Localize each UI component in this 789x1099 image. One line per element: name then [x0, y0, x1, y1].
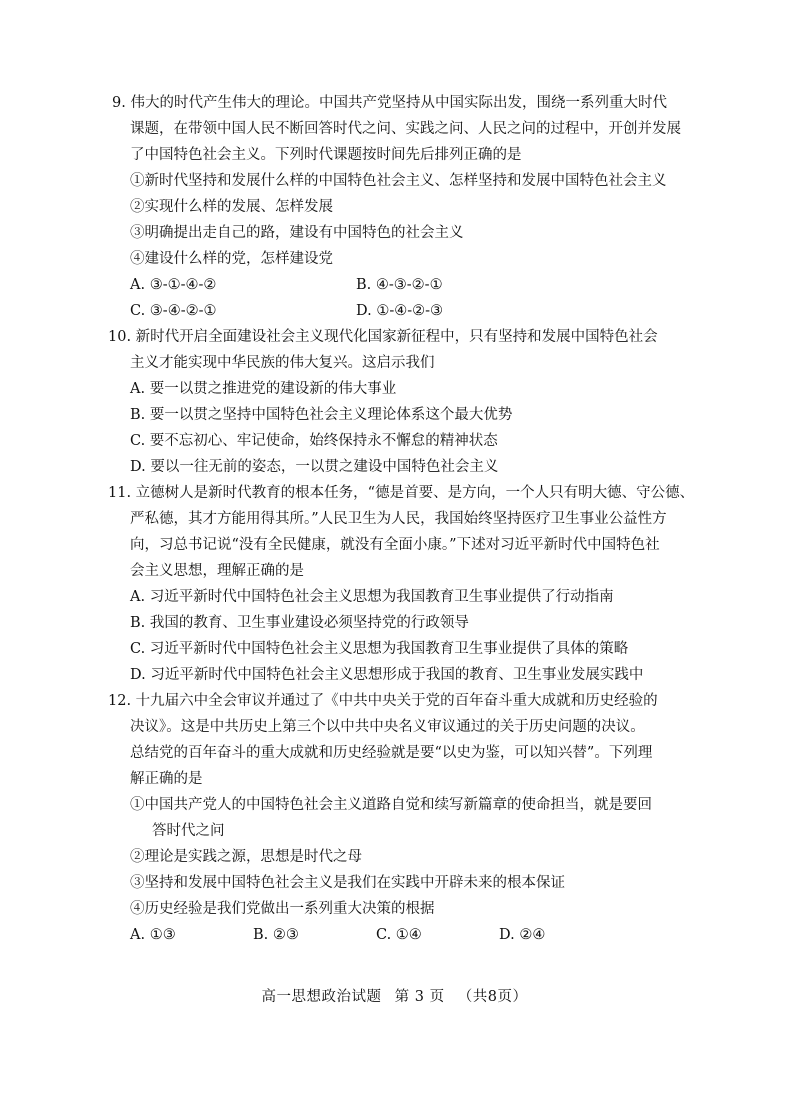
question-stem-line: 11. 立德树人是新时代教育的根本任务，“德是首要、是方向，一个人只有明大德、守公德、 [108, 485, 695, 501]
statement-item: ②理论是实践之源，思想是时代之母 [130, 849, 362, 865]
option-a: A. ①③ [130, 927, 176, 943]
question-stem-line: 9. 伟大的时代产生伟大的理论。中国共产党坚持从中国实际出发，围绕一系列重大时代 [112, 95, 667, 111]
statement-item: ②实现什么样的发展、怎样发展 [130, 199, 333, 215]
question-stem-line: 决议》。这是中共历史上第三个以中共中央名义审议通过的关于历史问题的决议。 [130, 719, 645, 735]
option-d: D. ②④ [499, 927, 546, 943]
option-c: C. ①④ [376, 927, 422, 943]
page-footer [0, 985, 789, 1006]
statement-item-continuation: 答时代之问 [152, 823, 225, 839]
option-b: B. ④-③-②-① [356, 277, 443, 293]
option-d: D. 要以一往无前的姿态，一以贯之建设中国特色社会主义 [130, 459, 499, 475]
question-10 [108, 324, 730, 480]
statement-item: ④历史经验是我们党做出一系列重大决策的根据 [130, 901, 435, 917]
question-12 [108, 688, 730, 948]
options-row [130, 922, 730, 948]
question-stem-line: 了中国特色社会主义。下列时代课题按时间先后排列正确的是 [130, 147, 522, 163]
option-c: C. 习近平新时代中国特色社会主义思想为我国教育卫生事业提供了具体的策略 [130, 641, 629, 657]
options-row [130, 272, 730, 298]
question-stem-line: 12. 十九届六中全会审议并通过了《中共中央关于党的百年奋斗重大成就和历史经验的 [108, 693, 658, 709]
statement-item: ③坚持和发展中国特色社会主义是我们在实践中开辟未来的根本保证 [130, 875, 565, 891]
options-row [130, 298, 730, 324]
footer-total-pages: （共8页） [457, 989, 528, 1005]
question-11 [108, 480, 730, 688]
question-stem-line: 向，习总书记说“没有全民健康，就没有全面小康。”下述对习近平新时代中国特色社 [130, 537, 660, 553]
statement-item: ①新时代坚持和发展什么样的中国特色社会主义、怎样坚持和发展中国特色社会主义 [130, 173, 667, 189]
question-stem-line: 总结党的百年奋斗的重大成就和历史经验就是要“以史为鉴，可以知兴替”。下列理 [130, 745, 653, 761]
statement-item: ③明确提出走自己的路，建设有中国特色的社会主义 [130, 225, 464, 241]
question-stem-line: 课题，在带领中国人民不断回答时代之问、实践之问、人民之问的过程中，开创并发展 [130, 121, 681, 137]
footer-title: 高一思想政治试题 [261, 989, 382, 1005]
statement-item: ④建设什么样的党，怎样建设党 [130, 251, 333, 267]
footer-page-number: 第 3 页 [394, 989, 445, 1005]
question-stem-line: 主义才能实现中华民族的伟大复兴。这启示我们 [130, 355, 435, 371]
question-9 [112, 90, 730, 324]
option-c: C. ③-④-②-① [130, 303, 217, 319]
option-a: A. ③-①-④-② [130, 277, 217, 293]
option-d: D. 习近平新时代中国特色社会主义思想形成于我国的教育、卫生事业发展实践中 [130, 667, 644, 683]
option-d: D. ①-④-②-③ [356, 303, 444, 319]
question-stem-line: 会主义思想，理解正确的是 [130, 563, 304, 579]
statement-item: ①中国共产党人的中国特色社会主义道路自觉和续写新篇章的使命担当，就是要回 [130, 797, 652, 813]
question-stem-line: 10. 新时代开启全面建设社会主义现代化国家新征程中，只有坚持和发展中国特色社会 [108, 329, 658, 345]
question-stem-line: 严私德，其才方能用得其所。”人民卫生为人民，我国始终坚持医疗卫生事业公益性方 [130, 511, 667, 527]
option-b: B. 我国的教育、卫生事业建设必须坚持党的行政领导 [130, 615, 469, 631]
option-b: B. ②③ [253, 927, 299, 943]
option-c: C. 要不忘初心、牢记使命，始终保持永不懈怠的精神状态 [130, 433, 498, 449]
option-a: A. 要一以贯之推进党的建设新的伟大事业 [130, 381, 397, 397]
option-b: B. 要一以贯之坚持中国特色社会主义理论体系这个最大优势 [130, 407, 513, 423]
option-a: A. 习近平新时代中国特色社会主义思想为我国教育卫生事业提供了行动指南 [130, 589, 614, 605]
question-stem-line: 解正确的是 [130, 771, 203, 787]
